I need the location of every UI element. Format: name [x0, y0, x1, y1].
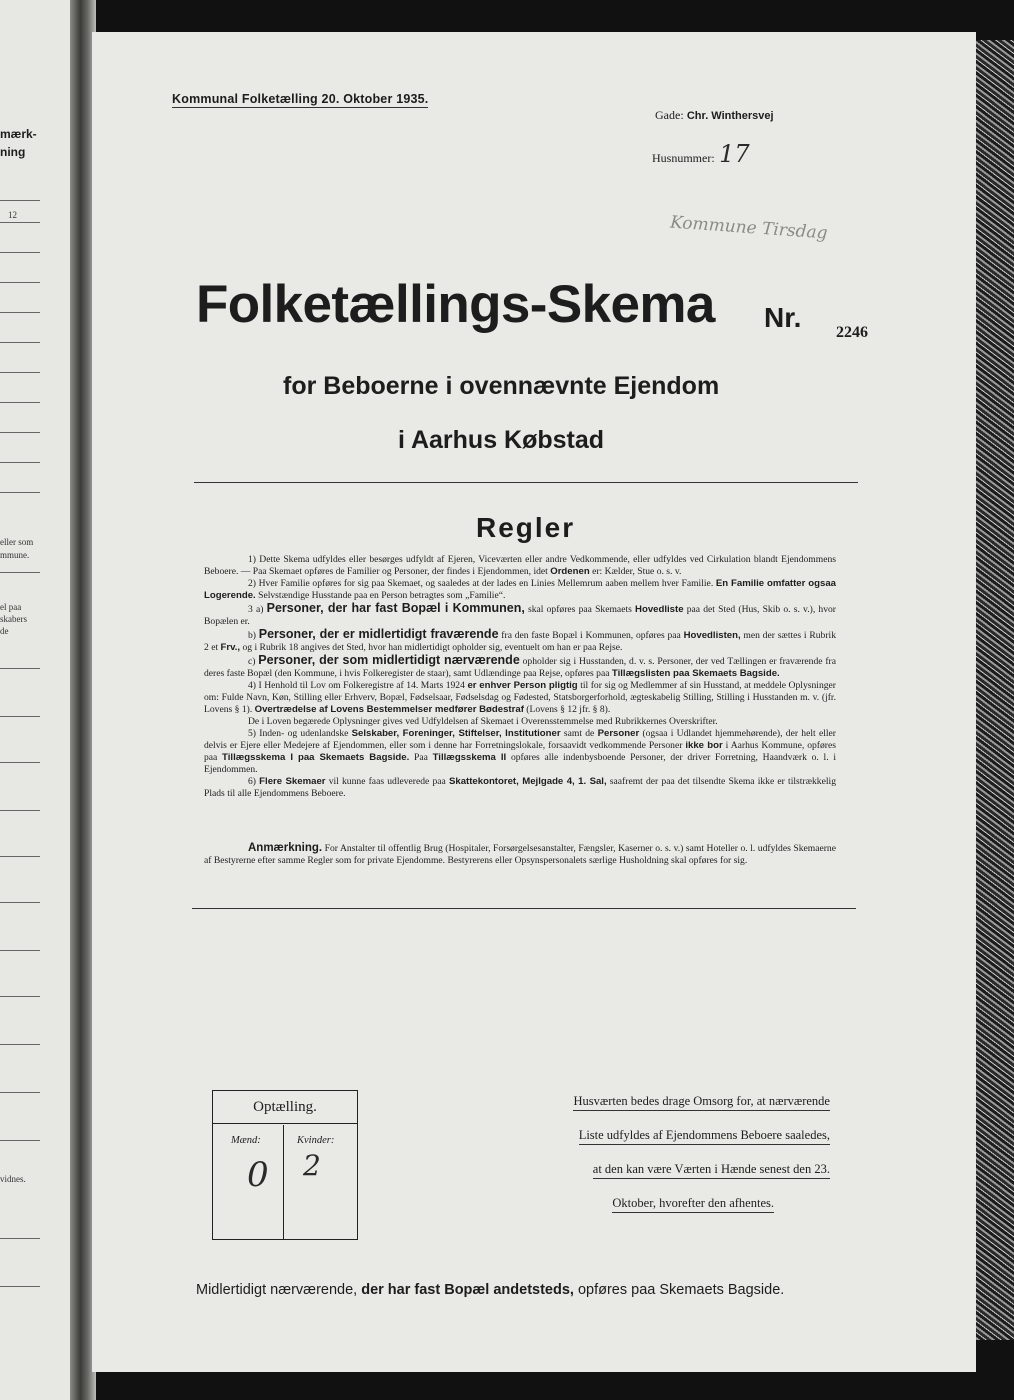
landlord-notice-line-4: Oktober, hvorefter den afhentes.	[612, 1196, 774, 1213]
street-field	[655, 108, 774, 123]
rule-6: 6) Flere Skemaer vil kunne faas udleverede paa Skattekontoret, Mejlgade 4, 1. Sal, saafremt der paa det tilsendte Skema ikke er tilstrækkelig Plads til alle Ejendommens Beboere.	[204, 776, 836, 799]
left-rule	[0, 902, 40, 903]
left-note3: vidnes.	[0, 1174, 26, 1184]
form-number-value: 2246	[836, 324, 868, 341]
left-header-bottom: ning	[0, 145, 26, 159]
left-rule	[0, 1286, 40, 1287]
left-note1-bottom: mmune.	[0, 550, 30, 560]
left-rule	[0, 996, 40, 997]
left-rule	[0, 312, 40, 313]
rule-3b: b) Personer, der er midlertidigt fraværende fra den faste Bopæl i Kommunen, opføres paa Hovedlisten, men der sættes i Rubrik 2 et Frv., og i Rubrik 18 angives det Sted, hvor han midlertidigt opholder sig, eventuelt om han er paa Rejse.	[204, 627, 837, 653]
divider-bottom	[192, 908, 856, 909]
form-subtitle-1: for Beboerne i ovennævnte Ejendom	[283, 372, 720, 400]
house-number-value: 17	[719, 140, 750, 168]
house-number-label: Husnummer:	[652, 151, 715, 165]
footer-part-2: der har fast Bopæl andetsteds,	[361, 1282, 574, 1298]
rule-3c: c) Personer, der som midlertidigt nærværende opholder sig i Husstanden, d. v. s. Personer, der ved Tællingen er fraværende fra deres faste Bopæl (den Kommune, i hvis Folkeregister de staar), samt Udlændinge paa Rejse, opføres paa Tillægslisten paa Skemaets Bagside.	[204, 653, 836, 679]
footer-instruction	[196, 1282, 784, 1298]
left-header-top: mærk-	[0, 127, 37, 141]
left-rule	[0, 856, 40, 857]
handwritten-note: Kommune Tirsdag	[669, 212, 829, 244]
left-rule	[0, 950, 40, 951]
left-rule	[0, 1092, 40, 1093]
house-number-field	[652, 140, 750, 168]
rules-heading: Regler	[476, 512, 576, 543]
count-box-divider	[283, 1125, 284, 1239]
left-rule	[0, 252, 40, 253]
remark-paragraph	[204, 842, 836, 867]
left-rule	[0, 200, 40, 201]
women-count[interactable]: 2	[303, 1149, 321, 1182]
remark-text: For Anstalter til offentlig Brug (Hospitaler, Forsørgelsesanstalter, Fængsler, Kaserner o. s. v.) samt Hoteller o. l. udfyldes Skemaerne af Bestyrerne efter samme Regler som for private Ejendomme. Bestyrerens eller Opsynspersonalets særlige Husholdning skal opføres for sig.	[204, 843, 836, 866]
form-title: Folketællings-Skema	[196, 275, 715, 334]
remark-label: Anmærkning.	[248, 842, 323, 854]
left-rule	[0, 716, 40, 717]
left-rule	[0, 810, 40, 811]
street-label: Gade:	[655, 108, 684, 122]
left-rule	[0, 402, 40, 403]
left-rule	[0, 572, 40, 573]
census-header-title: Kommunal Folketælling 20. Oktober 1935.	[172, 92, 429, 106]
rule-5: 5) Inden- og udenlandske Selskaber, Foreninger, Stiftelser, Institutioner samt de Personer (ogsaa i Udlandet hjemmehørende), der helt eller delvis er Ejere eller Medejere af Ejendommen, eller som i denne har Forretningslokale, forsaavidt vedkommende Personer ikke bor i Aarhus Kommune, opføres paa Tillægsskema I paa Skemaets Bagside. Paa Tillægsskema II opføres alle indenbysboende Personer, der driver Forretning, Haandværk o. l. i Ejendommen.	[204, 728, 836, 775]
left-rule	[0, 668, 40, 669]
form-subtitle-2: i Aarhus Købstad	[398, 426, 605, 454]
rule-3a: 3 a) Personer, der har fast Bopæl i Kommunen, skal opføres paa Skemaets Hovedliste paa det Sted (Hus, Skib o. s. v.), hvor Bopælen er.	[204, 601, 836, 627]
men-label: Mænd:	[231, 1135, 261, 1146]
left-column-number: 12	[8, 210, 17, 220]
rule-2: 2) Hver Familie opføres for sig paa Skemaet, og saaledes at der lades en Linies Mellemrum aaben mellem hver Familie. En Familie omfatter ogsaa Logerende. Selvstændige Husstande paa en Person betragtes som „Familie“.	[204, 578, 837, 601]
footer-part-1: Midlertidigt nærværende,	[196, 1282, 362, 1298]
men-count[interactable]: 0	[247, 1155, 269, 1195]
left-rule	[0, 1238, 40, 1239]
left-rule	[0, 1044, 40, 1045]
left-note2-b: skabers	[0, 614, 27, 624]
rule-4: 4) I Henhold til Lov om Folkeregistre af 14. Marts 1924 er enhver Person pligtig til for sig og Medlemmer af sin Husstand, at meddele Oplysninger om: Fulde Navn, Køn, Stilling eller Erhverv, Bopæl, Fødselsaar, Fødselsdag og Fødested, Statsborgerforhold, ægteskabelig Stilling, Stilling i Husstanden m. v. (jfr. Lovens § 1). Overtrædelse af Lovens Bestemmelser medfører Bødestraf (Lovens § 12 jfr. § 8).	[204, 680, 836, 715]
left-rule	[0, 1140, 40, 1141]
left-rule	[0, 462, 40, 463]
divider-top	[194, 482, 858, 483]
left-rule	[0, 492, 40, 493]
street-value: Chr. Winthersvej	[686, 110, 774, 122]
footer-part-3: opføres paa Skemaets Bagside.	[573, 1282, 785, 1298]
count-box	[212, 1090, 358, 1240]
left-note1-top: eller som	[0, 537, 34, 547]
landlord-notice-line-3: at den kan være Værten i Hænde senest den 23.	[593, 1162, 830, 1179]
landlord-notice-line-1: Husværten bedes drage Omsorg for, at nærværende	[573, 1094, 830, 1111]
count-box-title: Optælling.	[213, 1091, 357, 1124]
left-rule	[0, 342, 40, 343]
left-rule	[0, 222, 40, 223]
left-rule	[0, 282, 40, 283]
left-rule	[0, 432, 40, 433]
left-note2-a: el paa	[0, 602, 22, 612]
census-form-page	[92, 32, 976, 1372]
left-page-edge	[0, 0, 78, 1400]
left-rule	[0, 762, 40, 763]
landlord-notice-line-2: Liste udfyldes af Ejendommens Beboere saaledes,	[579, 1128, 830, 1145]
women-label: Kvinder:	[297, 1135, 335, 1146]
rules-body	[204, 554, 836, 800]
rule-1: 1) Dette Skema udfyldes eller besørges udfyldt af Ejeren, Viceværten eller andre Vedkommende, eller udfyldes ved Cirkulation blandt Ejendommens Beboere. — Paa Skemaet opføres de Familier og Personer, der findes i Ejendommen, idet Ordenen er: Kælder, Stue o. s. v.	[204, 554, 836, 577]
form-number-label: Nr.	[764, 302, 802, 333]
left-note2-c: de	[0, 626, 9, 636]
rule-4-note: De i Loven begærede Oplysninger gives ved Udfyldelsen af Skemaet i Overensstemmelse med Rubrikkernes Overskrifter.	[248, 716, 718, 727]
marbled-cover-edge	[972, 40, 1014, 1340]
left-rule	[0, 372, 40, 373]
